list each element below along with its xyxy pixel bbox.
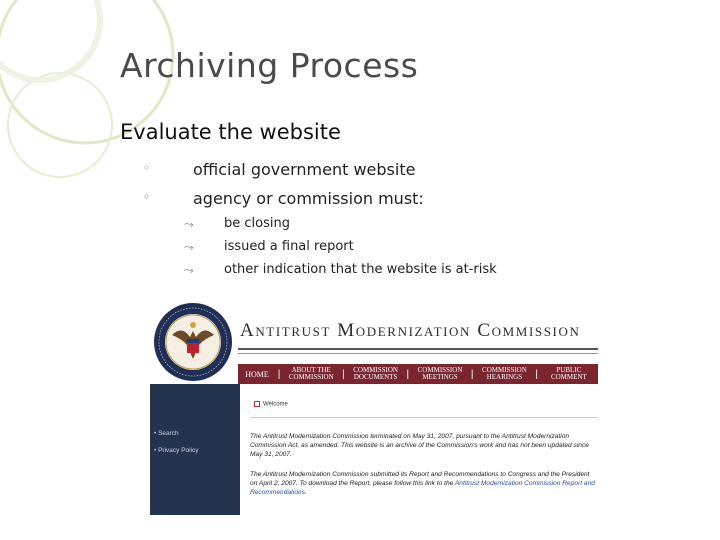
termination-paragraph: The Antitrust Modernization Commission terminated on May 31, 2007, pursuant to the Antitrust Modernization Commission Act, as amended. This website is an archive of the Commission's work and has not been updated since May 31, 2007. <box>250 433 589 458</box>
report-end: . <box>304 489 307 496</box>
bullet-text: agency or commission must: <box>193 189 424 208</box>
title-rule-thin <box>238 353 598 354</box>
bullet-text: official government website <box>193 160 416 179</box>
nav-meetings[interactable]: COMMISSION MEETINGS <box>417 366 463 381</box>
title-rule <box>238 348 598 350</box>
section-heading: Evaluate the website <box>120 120 341 144</box>
sub-bullet-text: other indication that the website is at-risk <box>224 262 497 277</box>
nav-about[interactable]: ABOUT THE COMMISSION <box>288 366 334 381</box>
report-link[interactable]: Antitrust Modernization Commission Report and Recommendations <box>250 480 595 496</box>
broken-image-icon <box>254 401 260 407</box>
website-screenshot <box>150 298 598 515</box>
site-sidebar <box>150 384 240 515</box>
welcome-text: Welcome <box>263 401 288 408</box>
nav-home[interactable]: HOME <box>245 369 269 379</box>
sub-bullet-text: issued a final report <box>224 239 354 254</box>
bullet-marker: ◦ <box>143 161 151 175</box>
nav-separator: | <box>342 368 345 380</box>
content-rule <box>250 417 598 418</box>
report-text: The Antitrust Modernization Commission submitted its Report and Recommendations to Congress and the President on April 2, 2007. To download the Report, please follow this link to the <box>250 471 590 487</box>
nav-separator: | <box>406 368 410 380</box>
sub-bullet-marker: ⤳ <box>184 263 194 277</box>
slide-title: Archiving Process <box>120 46 419 85</box>
sidebar-link-search[interactable]: • Search <box>154 430 179 437</box>
commission-seal-icon <box>152 301 234 383</box>
report-paragraph <box>250 470 598 497</box>
sidebar-link-privacy[interactable]: • Privacy Policy <box>154 447 199 454</box>
nav-public-comment[interactable]: PUBLIC COMMENT <box>550 366 587 381</box>
nav-separator: | <box>277 368 281 380</box>
bullet-marker: ◦ <box>143 190 151 204</box>
site-nav <box>238 364 598 384</box>
welcome-label <box>254 401 288 408</box>
nav-documents[interactable]: COMMISSION DOCUMENTS <box>353 366 398 381</box>
sub-bullet-marker: ⤳ <box>184 240 194 254</box>
nav-hearings[interactable]: COMMISSION HEARINGS <box>482 366 527 381</box>
site-title: Antitrust Modernization Commission <box>240 320 581 341</box>
sub-bullet-text: be closing <box>224 216 290 231</box>
sub-bullet-marker: ⤳ <box>184 217 194 231</box>
nav-separator: | <box>535 368 538 380</box>
nav-separator: | <box>470 368 474 380</box>
